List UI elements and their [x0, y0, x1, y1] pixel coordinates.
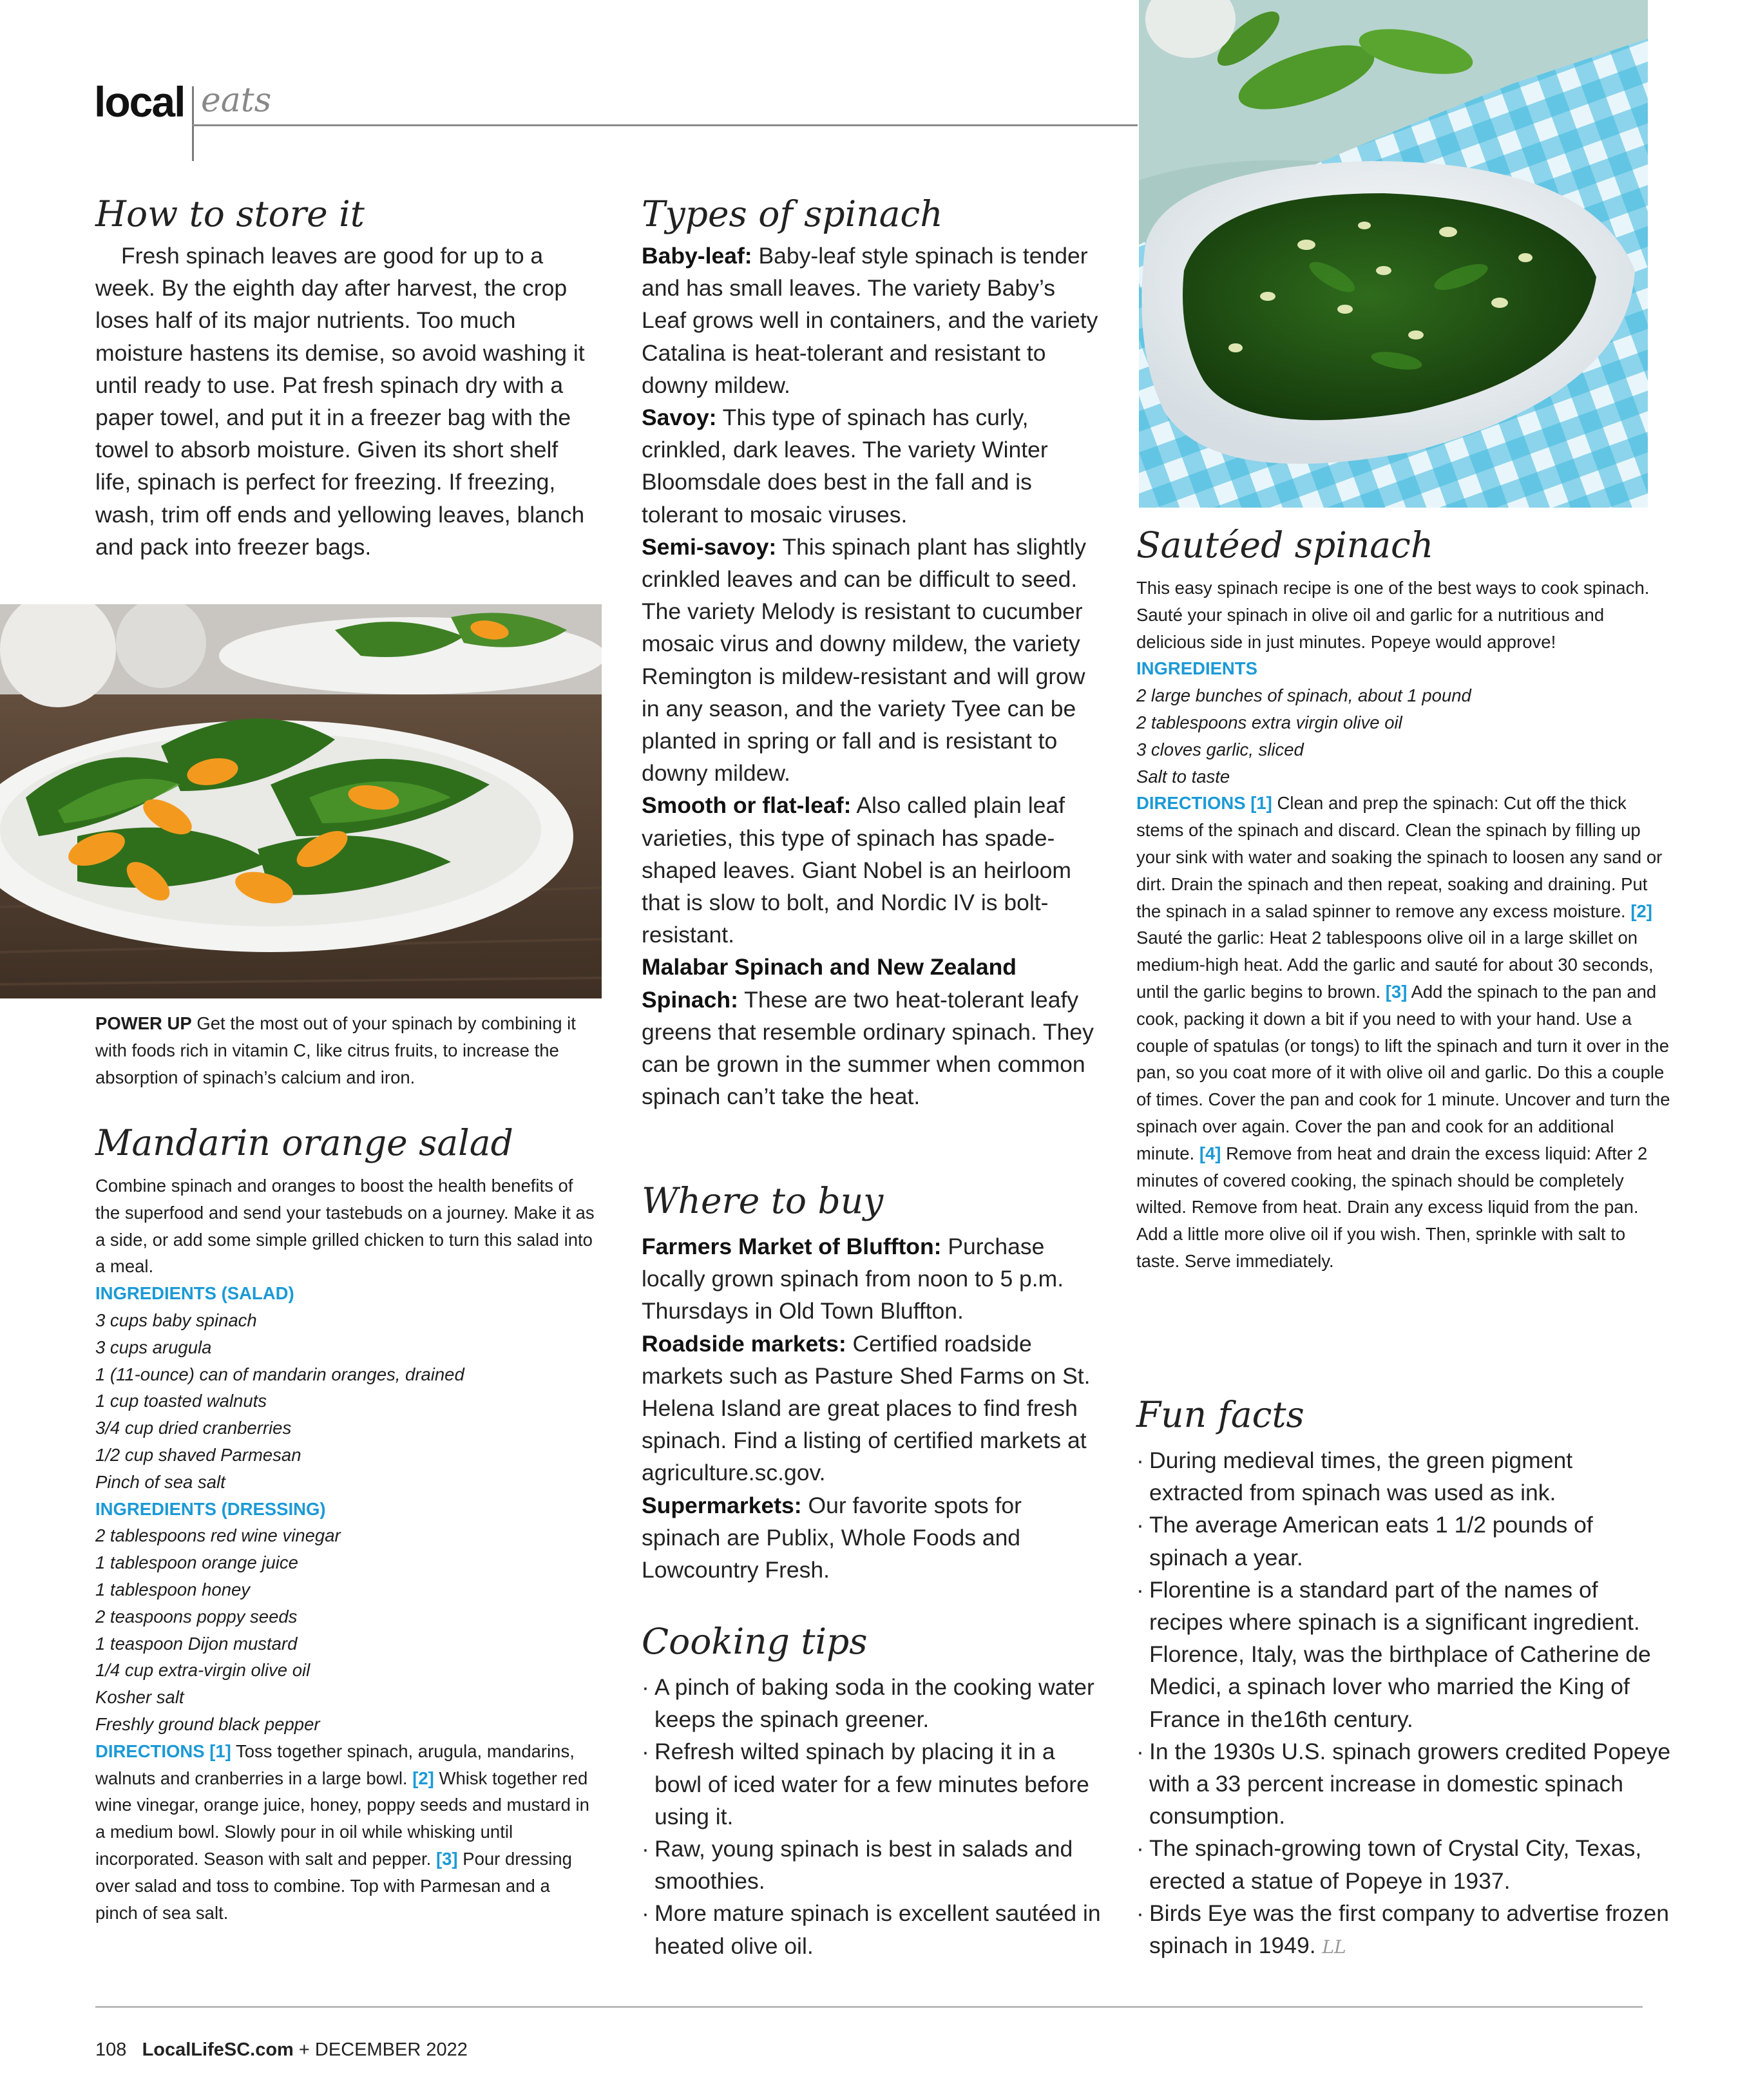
- step-text: Whisk together red wine vinegar, orange juice, honey, poppy seeds and mustard in a medium bowl. Slowly pour in oil while whisking until incorporated. Season with salt and pepper.: [95, 1768, 589, 1869]
- type-name: Baby-leaf:: [642, 243, 752, 269]
- salad-intro: Combine spinach and oranges to boost the health benefits of the superfood and send your tastebuds on a journey. Make it as a side, or add some simple grilled chicken to turn this salad into a meal.: [95, 1176, 595, 1277]
- list-item: · The average American eats 1 1/2 pounds of spinach a year.: [1136, 1509, 1672, 1573]
- type-text: Also called plain leaf varieties, this type of spinach has spade-shaped leaves. Giant Nobel is an heirloom that is slow to bolt, and Nordic IV is bolt-resistant.: [642, 792, 1071, 948]
- caption-label: POWER UP: [95, 1013, 192, 1033]
- fun-section: [1136, 1394, 1672, 1963]
- salad-heading: Mandarin orange salad: [95, 1122, 513, 1163]
- list-item: · A pinch of baking soda in the cooking water keeps the spinach greener.: [642, 1671, 1104, 1735]
- list-item: 1 cup toasted walnuts: [95, 1391, 267, 1411]
- fun-heading: Fun facts: [1136, 1394, 1304, 1435]
- header-divider: [192, 86, 194, 161]
- type-text: Baby-leaf style spinach is tender and has small leaves. The variety Baby’s Leaf grows well in containers, and the variety Catalina is heat-tolerant and resistant to downy mildew.: [642, 243, 1098, 398]
- store-heading: How to store it: [95, 193, 365, 234]
- list-item: [1136, 1897, 1672, 1963]
- list-item: 3 cloves garlic, sliced: [1136, 739, 1304, 759]
- footer: [95, 2039, 468, 2061]
- sauteed-ingredients-list: [1136, 682, 1672, 790]
- type-text: This type of spinach has curly, crinkled, dark leaves. The variety Winter Bloomsdale does best in the fall and is tolerant to mosaic viruses.: [642, 405, 1048, 528]
- site-link: LocalLifeSC.com: [142, 2039, 294, 2060]
- sauteed-heading: Sautéed spinach: [1136, 524, 1434, 566]
- step-text: Clean and prep the spinach: Cut off the thick stems of the spinach and discard. Clean the spinach by filling up your sink with water and soaking the spinach to loosen any sand or dirt. Drain the spinach and then repeat, soaking and draining. Put the spinach in a salad spinner to remove any excess moisture.: [1136, 793, 1663, 921]
- dressing-ingredients-label: INGREDIENTS (DRESSING): [95, 1498, 326, 1519]
- caption-text: Get the most out of your spinach by combining it with foods rich in vitamin C, like citrus fruits, to increase the absorption of spinach’s calcium and iron.: [95, 1013, 576, 1087]
- sauteed-ingredients-label: INGREDIENTS: [1136, 658, 1257, 679]
- list-item: · Refresh wilted spinach by placing it in a bowl of iced water for a few minutes before using it.: [642, 1735, 1104, 1833]
- list-item: Freshly ground black pepper: [95, 1713, 320, 1734]
- list-item: Salt to taste: [1136, 766, 1230, 787]
- sauteed-intro: This easy spinach recipe is one of the best ways to cook spinach. Sauté your spinach in olive oil and garlic for a nutritious and delicious side in just minutes. Popeye would approve!: [1136, 578, 1650, 652]
- list-item: 2 large bunches of spinach, about 1 pound: [1136, 685, 1471, 706]
- sauteed-directions: [1136, 790, 1672, 1274]
- buy-text: Our favorite spots for spinach are Publix, Whole Foods and Lowcountry Fresh.: [642, 1492, 1022, 1583]
- step-number: [4]: [1199, 1143, 1221, 1163]
- step-text: Add the spinach to the pan and cook, packing it down a bit if you need to with your hand. Use a couple of spatulas (or tongs) to lift the spinach and turn it over in the pan, so you coat more of it with olive oil and garlic. Do this a couple of times. Cover the pan and cook for 1 minute. Uncover and turn the spinach over again. Cover the pan and cook for an additional minute.: [1136, 981, 1670, 1163]
- buy-item: [642, 1230, 1104, 1328]
- salad-directions: [95, 1738, 595, 1927]
- photo-caption: [95, 1010, 595, 1091]
- tips-section: [642, 1621, 1104, 1962]
- types-heading: Types of spinach: [642, 193, 943, 234]
- type-name: Malabar Spinach and New Zealand Spinach:: [642, 954, 1017, 1013]
- list-item: 1 tablespoon honey: [95, 1579, 251, 1599]
- step-number: [1]: [1250, 793, 1272, 814]
- tips-heading: Cooking tips: [642, 1621, 868, 1662]
- salad-ingredients-label: INGREDIENTS (SALAD): [95, 1283, 294, 1304]
- header-rule: [192, 124, 1138, 126]
- list-item: 1 tablespoon orange juice: [95, 1552, 298, 1573]
- step-text: Sauté the garlic: Heat 2 tablespoons olive oil in a large skillet on medium-high heat. Add the garlic and sauté for about 30 seconds, until the garlic begins to brown.: [1136, 928, 1654, 1002]
- brand-logo: local: [94, 78, 185, 126]
- fact-text: Birds Eye was the first company to advertise frozen spinach in 1949.: [1149, 1900, 1669, 1959]
- salad-section: [95, 1122, 595, 1926]
- signoff-mark: LL: [1322, 1936, 1346, 1958]
- list-item: 2 tablespoons extra virgin olive oil: [1136, 712, 1402, 732]
- step-number: [1]: [209, 1741, 231, 1761]
- list-item: Pinch of sea salt: [95, 1471, 225, 1492]
- list-item: 2 tablespoons red wine vinegar: [95, 1525, 341, 1546]
- types-item: [642, 240, 1104, 401]
- directions-label: DIRECTIONS: [95, 1741, 205, 1761]
- sauteed-section: [1136, 524, 1672, 1275]
- list-item: Kosher salt: [95, 1687, 184, 1708]
- step-text: Pour dressing over salad and toss to combine. Top with Parmesan and a pinch of sea salt.: [95, 1848, 572, 1923]
- salad-ingredients-list: [95, 1307, 595, 1496]
- mandarin-salad-photo: [0, 604, 602, 998]
- footer-rule: [95, 2006, 1643, 2008]
- store-text: Fresh spinach leaves are good for up to a week. By the eighth day after harvest, the crop loses half of its major nutrients. Too much moisture hastens its demise, so avoid washing it until ready to use. Pat fresh spinach dry with a paper towel, and put it in a freezer bag with the towel to absorb moisture. Given its short shelf life, spinach is perfect for freezing. If freezing, wash, trim off ends and yellowing leaves, blanch and pack into freezer bags.: [95, 243, 585, 560]
- types-item: [642, 401, 1104, 531]
- buy-item: [642, 1328, 1104, 1489]
- buy-heading: Where to buy: [642, 1180, 884, 1221]
- step-number: [2]: [1630, 901, 1652, 921]
- type-name: Smooth or flat-leaf:: [642, 792, 852, 819]
- buy-section: [642, 1180, 1104, 1586]
- list-item: 3 cups baby spinach: [95, 1310, 257, 1330]
- buy-text: Certified roadside markets such as Pasture Shed Farms on St. Helena Island are great places to find fresh spinach. Find a listing of certified markets at agriculture.sc.gov.: [642, 1330, 1091, 1486]
- types-section: [642, 193, 1104, 1112]
- fun-list: [1136, 1444, 1672, 1963]
- list-item: 1/2 cup shaved Parmesan: [95, 1444, 301, 1465]
- section-label: eats: [201, 81, 272, 120]
- buy-name: Farmers Market of Bluffton:: [642, 1234, 942, 1259]
- buy-name: Supermarkets:: [642, 1492, 802, 1518]
- step-number: [2]: [412, 1768, 434, 1788]
- page-number: 108: [95, 2039, 127, 2060]
- list-item: 3/4 cup dried cranberries: [95, 1418, 292, 1438]
- list-item: 1 (11-ounce) can of mandarin oranges, drained: [95, 1364, 464, 1384]
- step-text: Toss together spinach, arugula, mandarins, walnuts and cranberries in a large bowl.: [95, 1741, 575, 1788]
- directions-label: DIRECTIONS: [1136, 793, 1246, 814]
- type-text: This spinach plant has slightly crinkled leaves and can be difficult to seed. The variety Melody is resistant to cucumber mosaic virus and downy mildew, the variety Remington is mildew-resistant and will grow in any season, and the variety Tyee can be planted in spring or fall and is resistant to downy mildew.: [642, 533, 1086, 787]
- type-text: These are two heat-tolerant leafy greens that resemble ordinary spinach. They can be grown in the summer when common spinach can’t take the heat.: [642, 986, 1094, 1110]
- list-item: · The spinach-growing town of Crystal City, Texas, erected a statue of Popeye in 1937.: [1136, 1832, 1672, 1896]
- list-item: 3 cups arugula: [95, 1337, 212, 1357]
- list-item: 1/4 cup extra-virgin olive oil: [95, 1660, 310, 1681]
- types-item: [642, 531, 1104, 790]
- buy-item: [642, 1489, 1104, 1587]
- list-item: · Florentine is a standard part of the names of recipes where spinach is a significant ingredient. Florence, Italy, was the birthplace of Catherine de Medici, a spinach lover who married the King of France in the16th century.: [1136, 1574, 1672, 1735]
- footer-separator: +: [298, 2039, 310, 2060]
- store-section: [95, 193, 595, 563]
- type-name: Semi-savoy:: [642, 533, 777, 560]
- type-name: Savoy:: [642, 405, 717, 431]
- list-item: · In the 1930s U.S. spinach growers credited Popeye with a 33 percent increase in domestic spinach consumption.: [1136, 1735, 1672, 1833]
- step-number: [3]: [1385, 981, 1408, 1002]
- list-item: · During medieval times, the green pigment extracted from spinach was used as ink.: [1136, 1444, 1672, 1509]
- types-item: [642, 951, 1104, 1112]
- list-item: · More mature spinach is excellent sautéed in heated olive oil.: [642, 1897, 1104, 1962]
- buy-name: Roadside markets:: [642, 1330, 846, 1357]
- list-item: 1 teaspoon Dijon mustard: [95, 1633, 298, 1654]
- tips-list: [642, 1671, 1104, 1962]
- step-text: Remove from heat and drain the excess liquid: After 2 minutes of covered cooking, the spinach should be completely wilted. Remove from heat. Drain any excess liquid from the pan. Add a little more olive oil if you wish. Then, sprinkle with salt to taste. Serve immediately.: [1136, 1143, 1648, 1271]
- issue-date: DECEMBER 2022: [314, 2039, 468, 2060]
- list-item: · Raw, young spinach is best in salads and smoothies.: [642, 1833, 1104, 1897]
- dressing-ingredients-list: [95, 1522, 595, 1737]
- buy-text: Purchase locally grown spinach from noon to 5 p.m. Thursdays in Old Town Bluffton.: [642, 1234, 1064, 1324]
- list-item: 2 teaspoons poppy seeds: [95, 1606, 298, 1627]
- types-item: [642, 789, 1104, 951]
- sauteed-spinach-photo: [1139, 0, 1648, 508]
- step-number: [3]: [435, 1848, 458, 1869]
